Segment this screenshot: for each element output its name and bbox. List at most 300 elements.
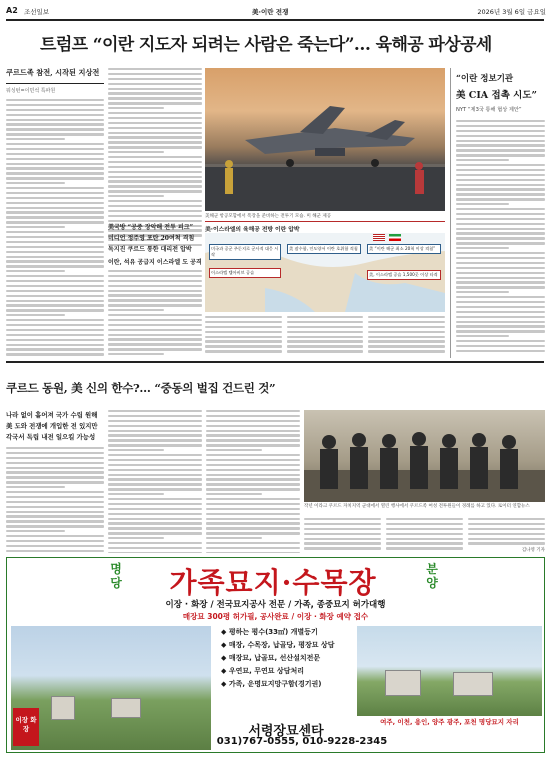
ad-item-text: 평하는 평수(33㎡) 개별등기 xyxy=(228,628,318,636)
text-line xyxy=(206,478,300,480)
text-line xyxy=(456,198,545,200)
text-line xyxy=(108,334,202,336)
advertisement xyxy=(6,557,545,753)
text-line xyxy=(108,353,164,355)
text-line xyxy=(108,547,202,549)
text-line xyxy=(456,350,545,352)
text-line xyxy=(456,164,545,166)
subhead: 독지진 쿠르드 통한 대리전 압박 xyxy=(108,246,192,253)
text-line xyxy=(108,185,202,187)
text-line xyxy=(108,478,202,480)
text-line xyxy=(206,552,300,553)
text-line xyxy=(206,449,262,451)
text-line xyxy=(6,221,104,223)
text-line xyxy=(456,247,509,249)
ad-item-text: 매장묘, 납골묘, 선산설치전문 xyxy=(228,654,321,662)
text-line xyxy=(108,280,202,282)
text-line xyxy=(6,143,104,145)
text-line xyxy=(206,444,300,446)
text-line xyxy=(108,469,202,471)
ad-region: 여주, 이천, 용인, 양주 광주, 포천 명당묘지 자리 xyxy=(380,718,519,726)
text-line xyxy=(108,176,202,178)
text-line xyxy=(456,135,545,137)
text-line xyxy=(6,501,104,503)
text-line xyxy=(206,537,262,539)
text-line xyxy=(108,464,202,466)
text-line xyxy=(206,425,300,427)
text-line xyxy=(108,444,202,446)
text-line xyxy=(108,488,202,490)
text-line xyxy=(6,226,65,228)
body-text xyxy=(108,68,202,246)
text-line xyxy=(456,291,509,293)
text-line xyxy=(456,281,545,283)
sidebar-box xyxy=(450,68,545,358)
text-line xyxy=(108,410,202,412)
text-line xyxy=(108,215,202,217)
text-line xyxy=(456,330,545,332)
subhead: 나라 없이 흩어져 국가 수립 원해 xyxy=(6,411,98,419)
text-line xyxy=(456,193,545,195)
text-line xyxy=(108,88,202,90)
text-line xyxy=(6,128,104,130)
fighters-photo xyxy=(304,410,545,502)
text-line xyxy=(456,149,545,151)
ad-line2: 매장묘 300평 허가필, 공사완료 / 이장 · 화장 예약 접수 xyxy=(182,612,369,621)
text-line xyxy=(6,520,104,522)
text-line xyxy=(108,102,202,104)
byline: 워싱턴=이민석 특파원 xyxy=(6,88,56,94)
ad-item-text: 가족, 운명묘지망구함(경기권) xyxy=(228,680,322,688)
text-line xyxy=(456,130,545,132)
ad-title: 가족묘지·수목장 xyxy=(169,566,377,599)
text-line xyxy=(108,83,202,85)
ad-side-right xyxy=(423,562,441,590)
text-line xyxy=(6,300,104,302)
text-line xyxy=(6,314,65,316)
ad-item: ◆ 우연묘, 무연묘 상담처리 xyxy=(221,667,304,675)
ad-tag: 이장 화장 xyxy=(13,708,39,746)
ad-line1: 이장 · 화장 / 전국묘지공사 전문 / 가족, 종중묘지 허가대행 xyxy=(165,600,386,610)
text-line xyxy=(6,462,104,464)
text-line xyxy=(456,213,545,215)
ad-side-char: 명 xyxy=(110,562,122,576)
text-line xyxy=(6,158,104,160)
text-line xyxy=(456,321,545,323)
text-line xyxy=(6,187,104,189)
text-line xyxy=(206,474,300,476)
body-text xyxy=(6,447,104,553)
text-line xyxy=(6,535,104,537)
text-line xyxy=(6,275,104,277)
text-line xyxy=(206,493,262,495)
text-line xyxy=(456,262,545,264)
ad-item-text: 우연묘, 무연묘 상담처리 xyxy=(228,667,304,675)
text-line xyxy=(6,515,104,517)
text-line xyxy=(456,325,545,327)
text-line xyxy=(456,120,545,122)
text-line xyxy=(6,246,104,248)
text-line xyxy=(108,343,202,345)
text-line xyxy=(206,469,300,471)
text-line xyxy=(456,311,545,313)
text-line xyxy=(6,476,104,478)
text-line xyxy=(108,107,164,109)
text-line xyxy=(6,216,104,218)
iran-flag-icon xyxy=(389,234,401,241)
text-line xyxy=(456,188,545,190)
text-line xyxy=(108,68,202,70)
text-line xyxy=(6,109,104,111)
text-line xyxy=(6,334,104,336)
ad-item: ◆ 평하는 평수(33㎡) 개별등기 xyxy=(221,628,318,636)
ad-side-left xyxy=(107,562,125,590)
text-line xyxy=(456,125,545,127)
text-line xyxy=(206,527,300,529)
text-line xyxy=(108,294,202,296)
ad-side-char: 양 xyxy=(426,576,438,590)
text-line xyxy=(206,439,300,441)
text-line xyxy=(6,452,104,454)
text-line xyxy=(6,182,65,184)
text-line xyxy=(6,138,65,140)
sidebar-title: 美 CIA 접촉 시도” xyxy=(456,90,537,101)
text-line xyxy=(6,260,104,262)
usa-flag-icon xyxy=(373,234,385,241)
text-line xyxy=(456,203,509,205)
text-line xyxy=(456,223,545,225)
text-line xyxy=(108,324,202,326)
text-line xyxy=(206,454,300,456)
text-line xyxy=(108,112,202,114)
ad-item: ◆ 가족, 운명묘지망구함(경기권) xyxy=(221,680,322,688)
text-line xyxy=(6,153,104,155)
text-line xyxy=(206,410,300,412)
text-line xyxy=(108,97,202,99)
section-name: 美·이란 전쟁 xyxy=(252,8,289,16)
text-line xyxy=(108,319,202,321)
photo-caption: 美해군 항공모함에서 폭장을 준비하는 전투기 모습. 미 해군 제공 xyxy=(205,214,332,219)
section-rule xyxy=(6,361,544,363)
text-line xyxy=(6,119,104,121)
text-line xyxy=(6,319,104,321)
text-line xyxy=(456,335,509,337)
text-line xyxy=(206,483,300,485)
ad-side-char: 당 xyxy=(110,576,122,590)
text-line xyxy=(6,339,104,341)
text-line xyxy=(108,434,202,436)
text-line xyxy=(6,309,104,311)
text-line xyxy=(456,218,545,220)
text-line xyxy=(456,286,545,288)
text-line xyxy=(108,92,202,94)
ad-photo-left xyxy=(11,626,211,750)
text-line xyxy=(108,78,202,80)
text-line xyxy=(6,447,104,449)
text-line xyxy=(6,304,104,306)
sidebar-subhead: NYT “제3국 통해 협상 제안” xyxy=(456,107,522,113)
text-line xyxy=(108,498,202,500)
text-line xyxy=(456,154,545,156)
map-callout: 美 잠수함, 인도양서 이란 호위함 격침 xyxy=(287,244,361,254)
text-line xyxy=(108,195,164,197)
ad-side-char: 분 xyxy=(426,562,438,576)
text-line xyxy=(108,166,202,168)
text-line xyxy=(456,232,545,234)
text-line xyxy=(456,345,545,347)
text-line xyxy=(6,167,104,169)
text-line xyxy=(456,237,545,239)
text-line xyxy=(6,285,104,287)
text-line xyxy=(6,202,104,204)
text-line xyxy=(6,265,104,267)
second-headline: 쿠르드 동원, 美 신의 한수?… “중동의 벌집 건드린 것” xyxy=(6,381,276,395)
text-line xyxy=(456,144,545,146)
text-line xyxy=(108,210,202,212)
text-line xyxy=(6,177,104,179)
text-line xyxy=(108,537,164,539)
body-text xyxy=(6,99,104,358)
text-line xyxy=(6,197,104,199)
text-line xyxy=(6,192,104,194)
text-line xyxy=(456,159,509,161)
carrier-photo xyxy=(205,68,445,211)
text-line xyxy=(108,180,202,182)
text-line xyxy=(108,127,202,129)
text-line xyxy=(6,525,104,527)
text-line xyxy=(108,270,202,272)
text-line xyxy=(206,542,300,544)
text-line xyxy=(108,493,164,495)
paper-name: 조선일보 xyxy=(24,8,50,16)
text-line xyxy=(6,236,104,238)
fighter-jet-illustration xyxy=(205,68,445,211)
text-line xyxy=(206,415,300,417)
text-line xyxy=(456,306,545,308)
text-line xyxy=(108,299,202,301)
text-line xyxy=(456,179,545,181)
map-callout: 이스라엘 텔아비브 공습 xyxy=(209,268,281,278)
text-line xyxy=(206,464,300,466)
text-line xyxy=(6,163,104,165)
text-line xyxy=(456,301,545,303)
text-line xyxy=(6,550,104,552)
sidebar-title: “이란 정보기관 xyxy=(456,74,514,84)
text-line xyxy=(108,314,202,316)
subhead: 美 도와 전쟁에 개입한 전 있지만 xyxy=(6,422,98,430)
text-line xyxy=(6,104,104,106)
text-line xyxy=(206,420,300,422)
soldiers-illustration xyxy=(304,410,545,502)
text-line xyxy=(6,457,104,459)
text-line xyxy=(108,459,202,461)
text-line xyxy=(6,481,104,483)
text-line xyxy=(108,425,202,427)
text-line xyxy=(456,208,545,210)
lead-subhead: 쿠르드족 참전, 시작된 지상전 xyxy=(6,68,100,77)
text-line xyxy=(6,172,104,174)
text-line xyxy=(6,344,104,346)
text-line xyxy=(108,338,202,340)
ad-photo-right xyxy=(357,626,542,716)
text-line xyxy=(456,242,545,244)
text-line xyxy=(108,136,202,138)
text-line xyxy=(108,503,202,505)
body-text xyxy=(456,120,545,352)
text-line xyxy=(108,290,202,292)
map-callout: 미국과 공군 주둔지로 군사적 대응 시작 xyxy=(209,244,281,260)
text-line xyxy=(6,280,104,282)
text-line xyxy=(6,506,104,508)
ad-phone: 031)767-0555, 010-9228-2345 xyxy=(216,736,388,747)
text-line xyxy=(108,542,202,544)
text-line xyxy=(6,348,104,350)
text-line xyxy=(206,518,300,520)
subhead: 각국서 독립 내전 일으킬 가능성 xyxy=(6,433,96,441)
text-line xyxy=(6,324,104,326)
text-line xyxy=(108,449,164,451)
ad-company: 서령장묘센타 xyxy=(248,724,324,739)
text-line xyxy=(108,439,202,441)
text-line xyxy=(108,430,202,432)
text-line xyxy=(206,498,300,500)
issue-date: 2026년 3월 6일 금요일 xyxy=(477,8,546,16)
text-line xyxy=(6,496,104,498)
subhead: 미디언 정주영 포탄 20여척 격침 xyxy=(108,235,195,242)
text-line xyxy=(456,277,545,279)
ad-item-text: 매장, 수목장, 납골당, 평장묘 상담 xyxy=(228,641,335,649)
text-line xyxy=(108,348,202,350)
text-line xyxy=(6,231,104,233)
text-line xyxy=(108,304,202,306)
map-title: 美·이스라엘의 육해공 전방 이란 압박 xyxy=(205,227,300,233)
text-line xyxy=(456,257,545,259)
text-line xyxy=(456,184,545,186)
text-line xyxy=(6,353,104,355)
text-line xyxy=(6,241,104,243)
text-line xyxy=(206,430,300,432)
text-line xyxy=(108,454,202,456)
text-line xyxy=(6,467,104,469)
text-line xyxy=(6,270,65,272)
text-line xyxy=(108,73,202,75)
text-line xyxy=(6,329,104,331)
text-line xyxy=(6,540,104,542)
text-line xyxy=(6,256,104,258)
text-line xyxy=(456,169,545,171)
text-line xyxy=(206,488,300,490)
text-line xyxy=(6,486,65,488)
text-line xyxy=(456,340,545,342)
text-line xyxy=(108,522,202,524)
text-line xyxy=(206,547,300,549)
text-line xyxy=(206,522,300,524)
text-line xyxy=(6,290,104,292)
text-line xyxy=(6,545,104,547)
lead-headline: 트럼프 “이란 지도자 되려는 사람은 죽는다”… 육해공 파상공세 xyxy=(40,35,492,55)
text-line xyxy=(206,503,300,505)
text-line xyxy=(6,511,104,513)
text-line xyxy=(6,99,104,101)
text-line xyxy=(6,114,104,116)
text-line xyxy=(6,133,104,135)
text-line xyxy=(456,316,545,318)
text-line xyxy=(108,190,202,192)
text-line xyxy=(108,146,202,148)
text-line xyxy=(108,132,202,134)
text-line xyxy=(108,415,202,417)
subhead: 이란, 석유 공급지 이스라엘 도 공격 xyxy=(108,259,202,266)
text-line xyxy=(6,123,104,125)
body-text xyxy=(206,410,300,553)
text-line xyxy=(108,420,202,422)
text-line xyxy=(6,491,104,493)
text-line xyxy=(206,434,300,436)
text-line xyxy=(456,140,545,142)
ad-item: ◆ 매장, 수목장, 납골당, 평장묘 상담 xyxy=(221,641,335,649)
text-line xyxy=(456,252,545,254)
text-line xyxy=(456,228,545,230)
subhead: 美국방 “공중 장악해 전투 피크” xyxy=(108,224,194,231)
text-line xyxy=(108,483,202,485)
text-line xyxy=(108,474,202,476)
text-line xyxy=(108,161,202,163)
text-line xyxy=(108,329,202,331)
photo-caption: 작년 이라크 쿠르드 자치지역 군대에서 열린 행사에서 쿠르드족 여성 전투원들이 경례를 하고 있다. 로이터 연합뉴스 xyxy=(304,504,530,509)
text-line xyxy=(6,211,104,213)
text-line xyxy=(206,532,300,534)
text-line xyxy=(108,285,202,287)
body-text xyxy=(108,410,202,553)
text-line xyxy=(108,275,202,277)
body-text xyxy=(108,270,202,358)
text-line xyxy=(456,272,545,274)
masthead-rule xyxy=(6,19,544,21)
text-line xyxy=(108,513,202,515)
text-line xyxy=(108,309,164,311)
text-line xyxy=(206,513,300,515)
text-line xyxy=(108,508,202,510)
text-line xyxy=(6,207,104,209)
text-line xyxy=(456,267,545,269)
text-line xyxy=(108,518,202,520)
text-line xyxy=(108,156,202,158)
text-line xyxy=(456,174,545,176)
map-callout: 美, 이스라엘 공습 1,500곳 이상 타격 xyxy=(367,270,441,280)
text-line xyxy=(108,552,202,553)
page-number: A2 xyxy=(6,6,18,15)
text-line xyxy=(108,200,202,202)
text-line xyxy=(108,141,202,143)
text-line xyxy=(108,527,202,529)
text-line xyxy=(6,251,104,253)
text-line xyxy=(108,122,202,124)
text-line xyxy=(206,508,300,510)
text-line xyxy=(108,532,202,534)
text-line xyxy=(108,171,202,173)
ad-item: ◆ 매장묘, 납골묘, 선산설치전문 xyxy=(221,654,321,662)
text-line xyxy=(108,117,202,119)
byline: 김나영 기자 xyxy=(521,548,545,553)
map-callout: 美 “이란 해군 최소 20척 이상 격침” xyxy=(367,244,441,254)
text-line xyxy=(6,148,104,150)
text-line xyxy=(456,296,545,298)
text-line xyxy=(206,459,300,461)
map-graphic xyxy=(205,221,445,311)
text-line xyxy=(108,151,164,153)
text-line xyxy=(6,295,104,297)
ad-items xyxy=(221,626,351,691)
